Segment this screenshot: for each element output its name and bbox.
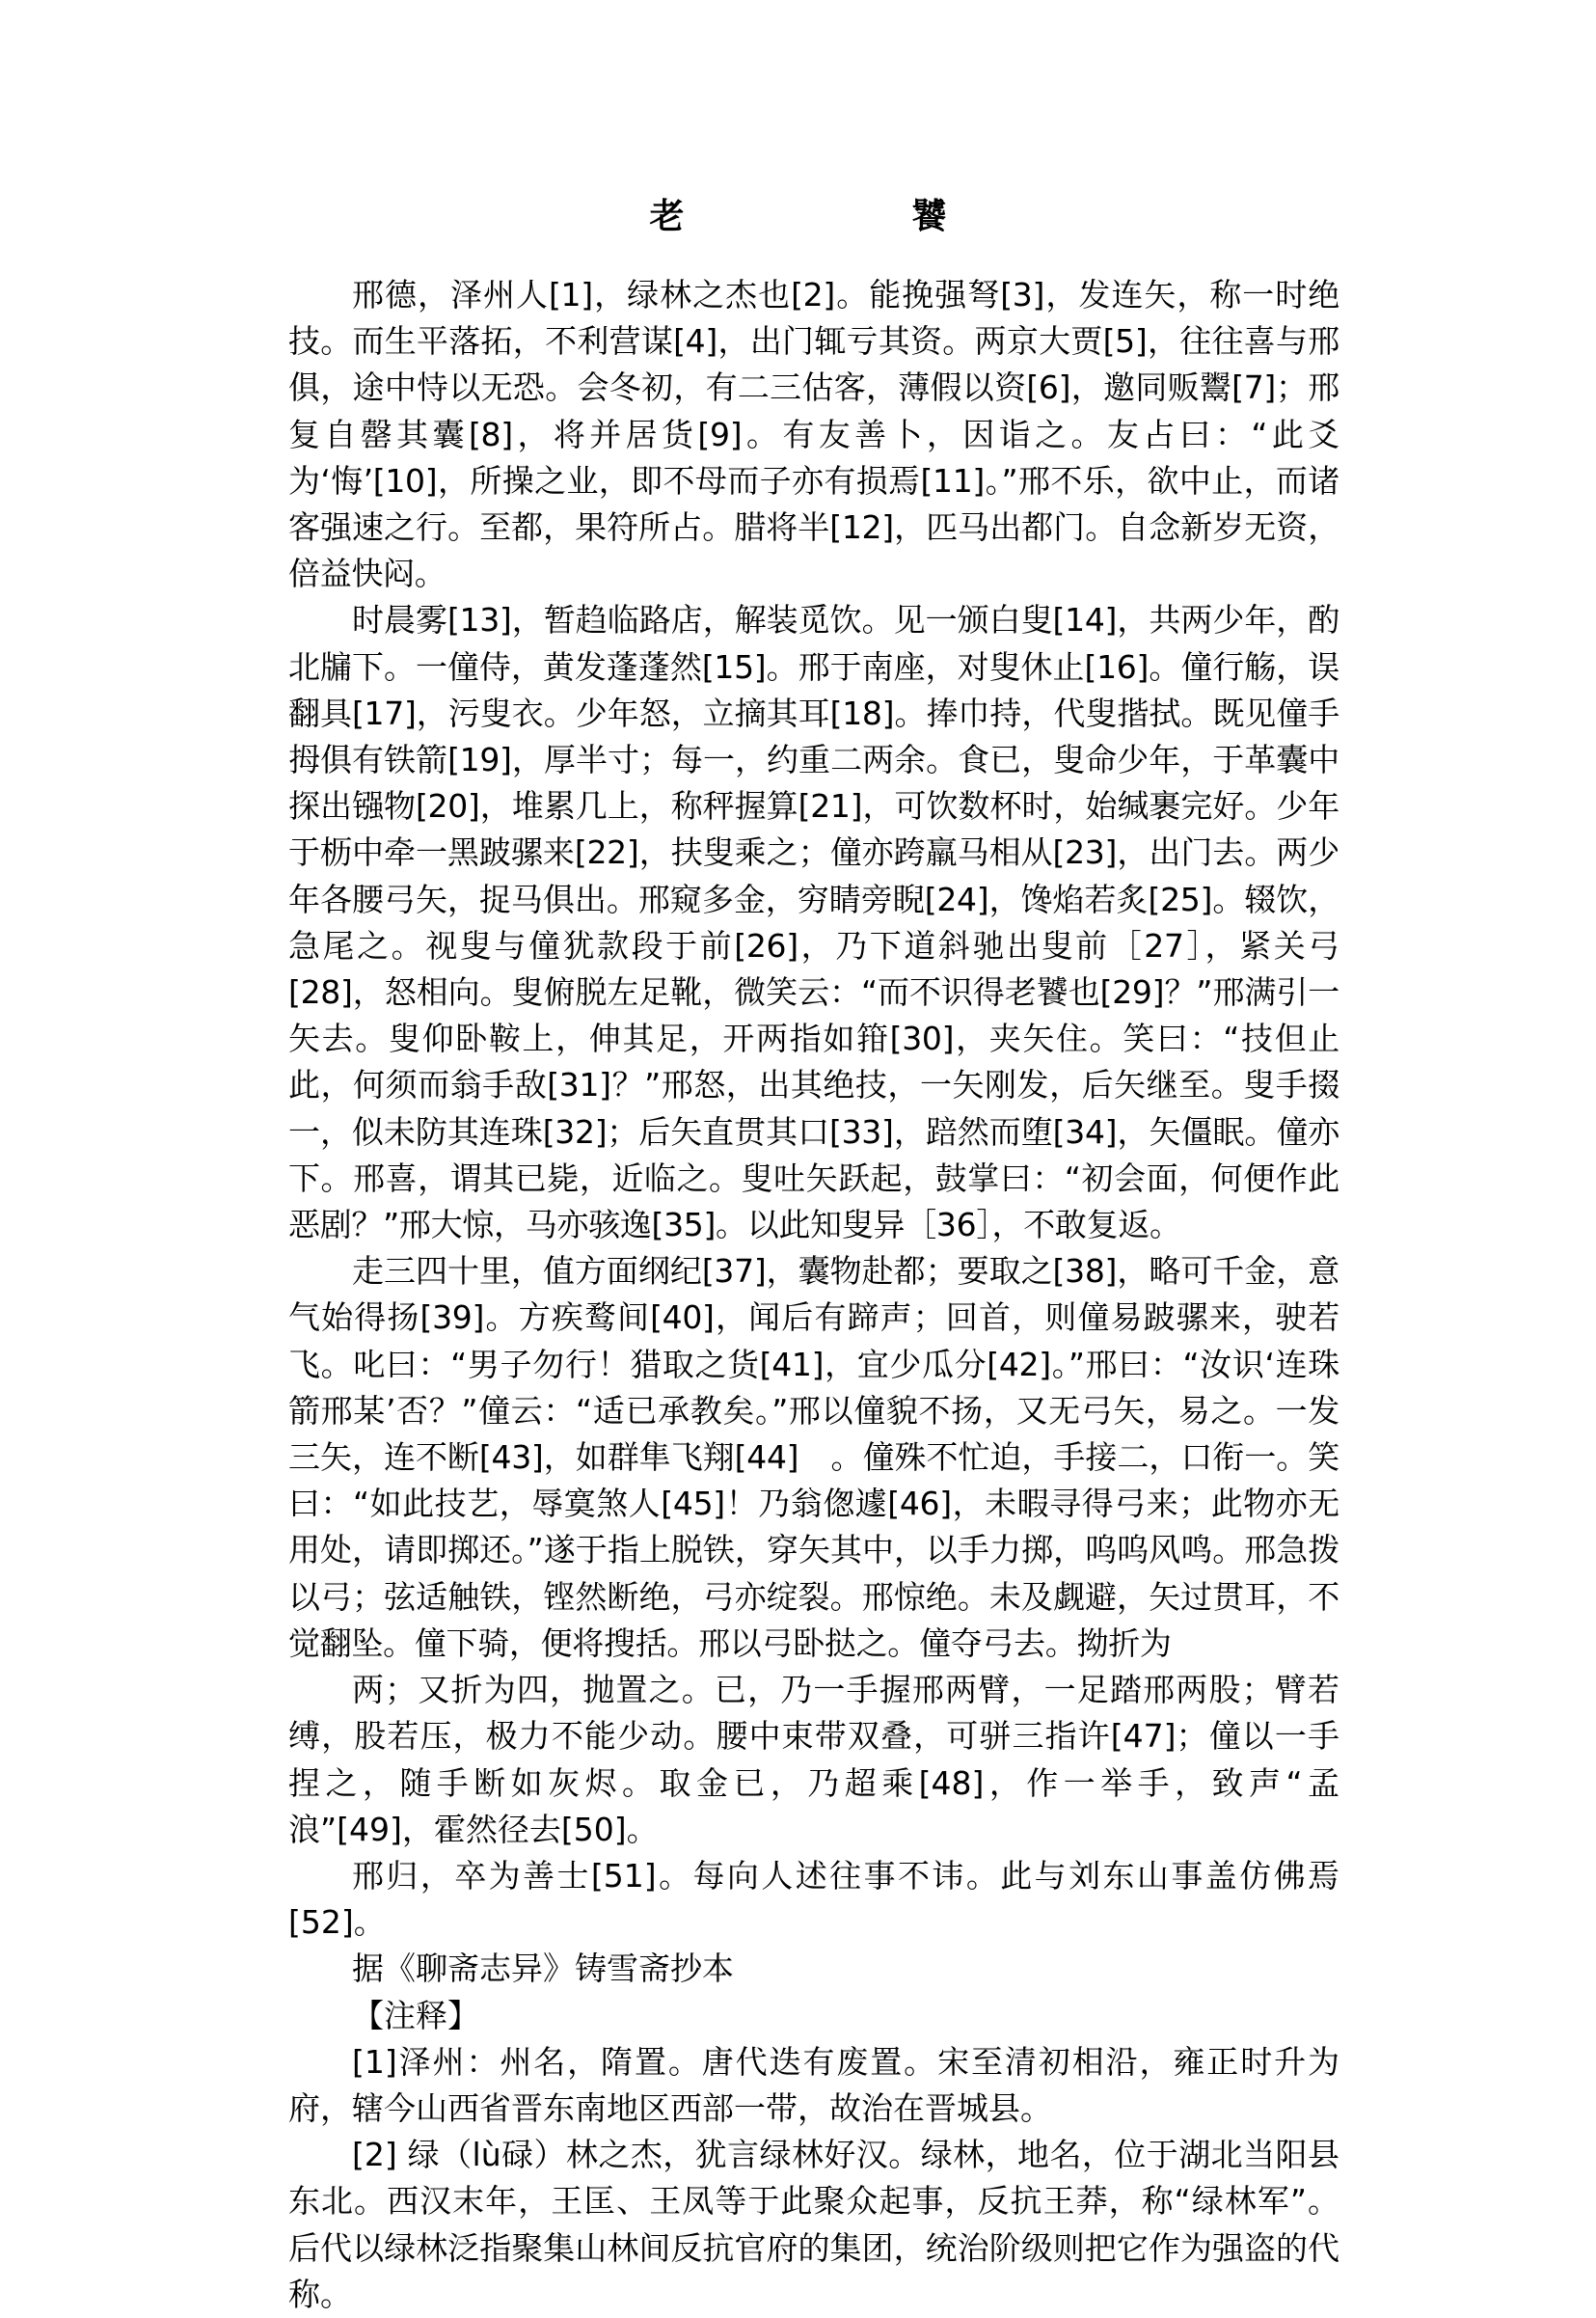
paragraph-4: 两；又折为四，抛置之。已，乃一手握邢两臂，一足踏邢两股；臂若缚，股若压，极力不能少动。腰中束带双叠，可骈三指许[47]；僮以一手捏之，随手断如灰烬。取金已，乃超乘[48]，作一举手，致声“孟浪”[49]，霍然径去[50]。 [288, 1671, 1339, 1848]
paragraph-1: 邢德，泽州人[1]，绿林之杰也[2]。能挽强弩[3]，发连矢，称一时绝技。而生平落拓，不利营谋[4]，出门辄亏其资。两京大贾[5]，往往喜与邢俱，途中恃以无恐。会冬初，有二三估客，薄假以资[6]，邀同贩鬻[7]；邢复自罄其囊[8]，将并居货[9]。有友善卜，因诣之。友占曰：“此爻为‘悔’[10]，所操之业，即不母而子亦有损焉[11]。”邢不乐，欲中止，而诸客强速之行。至都，果符所占。腊将半[12]，匹马出都门。自念新岁无资，倍益快闷。 [288, 276, 1339, 593]
note-2: [2] 绿（lù碌）林之杰，犹言绿林好汉。绿林，地名，位于湖北当阳县东北。西汉末年，王匡、王凤等于此聚众起事，反抗王莽，称“绿林军”。后代以绿林泛指聚集山林间反抗官府的集团，统治阶级则把它作为强盗的代称。 [288, 2136, 1339, 2313]
note-1: [1]泽州：州名，隋置。唐代迭有废置。宋至清初相沿，雍正时升为府，辖今山西省晋东南地区西部一带，故治在晋城县。 [288, 2042, 1339, 2127]
notes-heading: 【注释】 [352, 1996, 479, 2034]
paragraph-3: 走三四十里，值方面纲纪[37]，囊物赴都；要取之[38]，略可千金，意气始得扬[39]。方疾鹜间[40]，闻后有蹄声；回首，则僮易跛骡来，驶若飞。叱曰：“男子勿行！猎取之货[41]，宜少瓜分[42]。”邢曰：“汝识‘连珠箭邢某’否？”僮云：“适已承教矣。”邢以僮貌不扬，又无弓矢，易之。一发三矢，连不断[43]，如群隼飞翔[44] 。僮殊不忙迫，手接二，口衔一。笑曰：“如此技艺，辱寞煞人[45]！乃翁偬遽[46]，未暇寻得弓来；此物亦无用处，请即掷还。”遂于指上脱铁，穿矢其中，以手力掷，呜呜风鸣。邢急拨以弓；弦适触铁，铿然断绝，弓亦绽裂。邢惊绝。未及觑避，矢过贯耳，不觉翻坠。僮下骑，便将搜括。邢以弓卧挞之。僮夺弓去。拗折为 [288, 1252, 1339, 1662]
paragraph-2: 时晨雾[13]，暂趋临路店，解装觅饮。见一颁白叟[14]，共两少年，酌北牖下。一僮侍，黄发蓬蓬然[15]。邢于南座，对叟休止[16]。僮行觞，误翻具[17]，污叟衣。少年怒，立摘其耳[18]。捧巾持，代叟揩拭。既见僮手拇俱有铁箭[19]，厚半寸；每一，约重二两余。食已，叟命少年，于革囊中探出镪物[20]，堆累几上，称秤握算[21]，可饮数杯时，始缄裹完好。少年于枥中牵一黑跛骡来[22]，扶叟乘之；僮亦跨羸马相从[23]，出门去。两少年各腰弓矢，捉马俱出。邢窥多金，穷睛旁睨[24]，馋焰若炙[25]。辍饮，急尾之。视叟与僮犹款段于前[26]，乃下道斜驰出叟前［27］，紧关弓[28]，怒相向。叟俯脱左足靴，微笑云：“而不识得老饕也[29]？”邢满引一矢去。叟仰卧鞍上，伸其足，开两指如箝[30]，夹矢住。笑曰：“技但止此，何须而翁手敌[31]？”邢怒，出其绝技，一矢刚发，后矢继至。叟手掇一，似未防其连珠[32]；后矢直贯其口[33]，踣然而堕[34]，矢僵眠。僮亦下。邢喜，谓其已毙，近临之。叟吐矢跃起，鼓掌曰：“初会面，何便作此恶剧？”邢大惊，马亦骇逸[35]。以此知叟异［36］，不敢复返。 [288, 601, 1339, 1244]
document-body [288, 272, 1339, 2318]
document-title: 老 饕 [649, 197, 1043, 236]
source-note: 据《聊斋志异》铸雪斋抄本 [352, 1950, 734, 1988]
paragraph-5: 邢归，卒为善士[51]。每向人述往事不讳。此与刘东山事盖仿佛焉[52]。 [288, 1856, 1339, 1942]
